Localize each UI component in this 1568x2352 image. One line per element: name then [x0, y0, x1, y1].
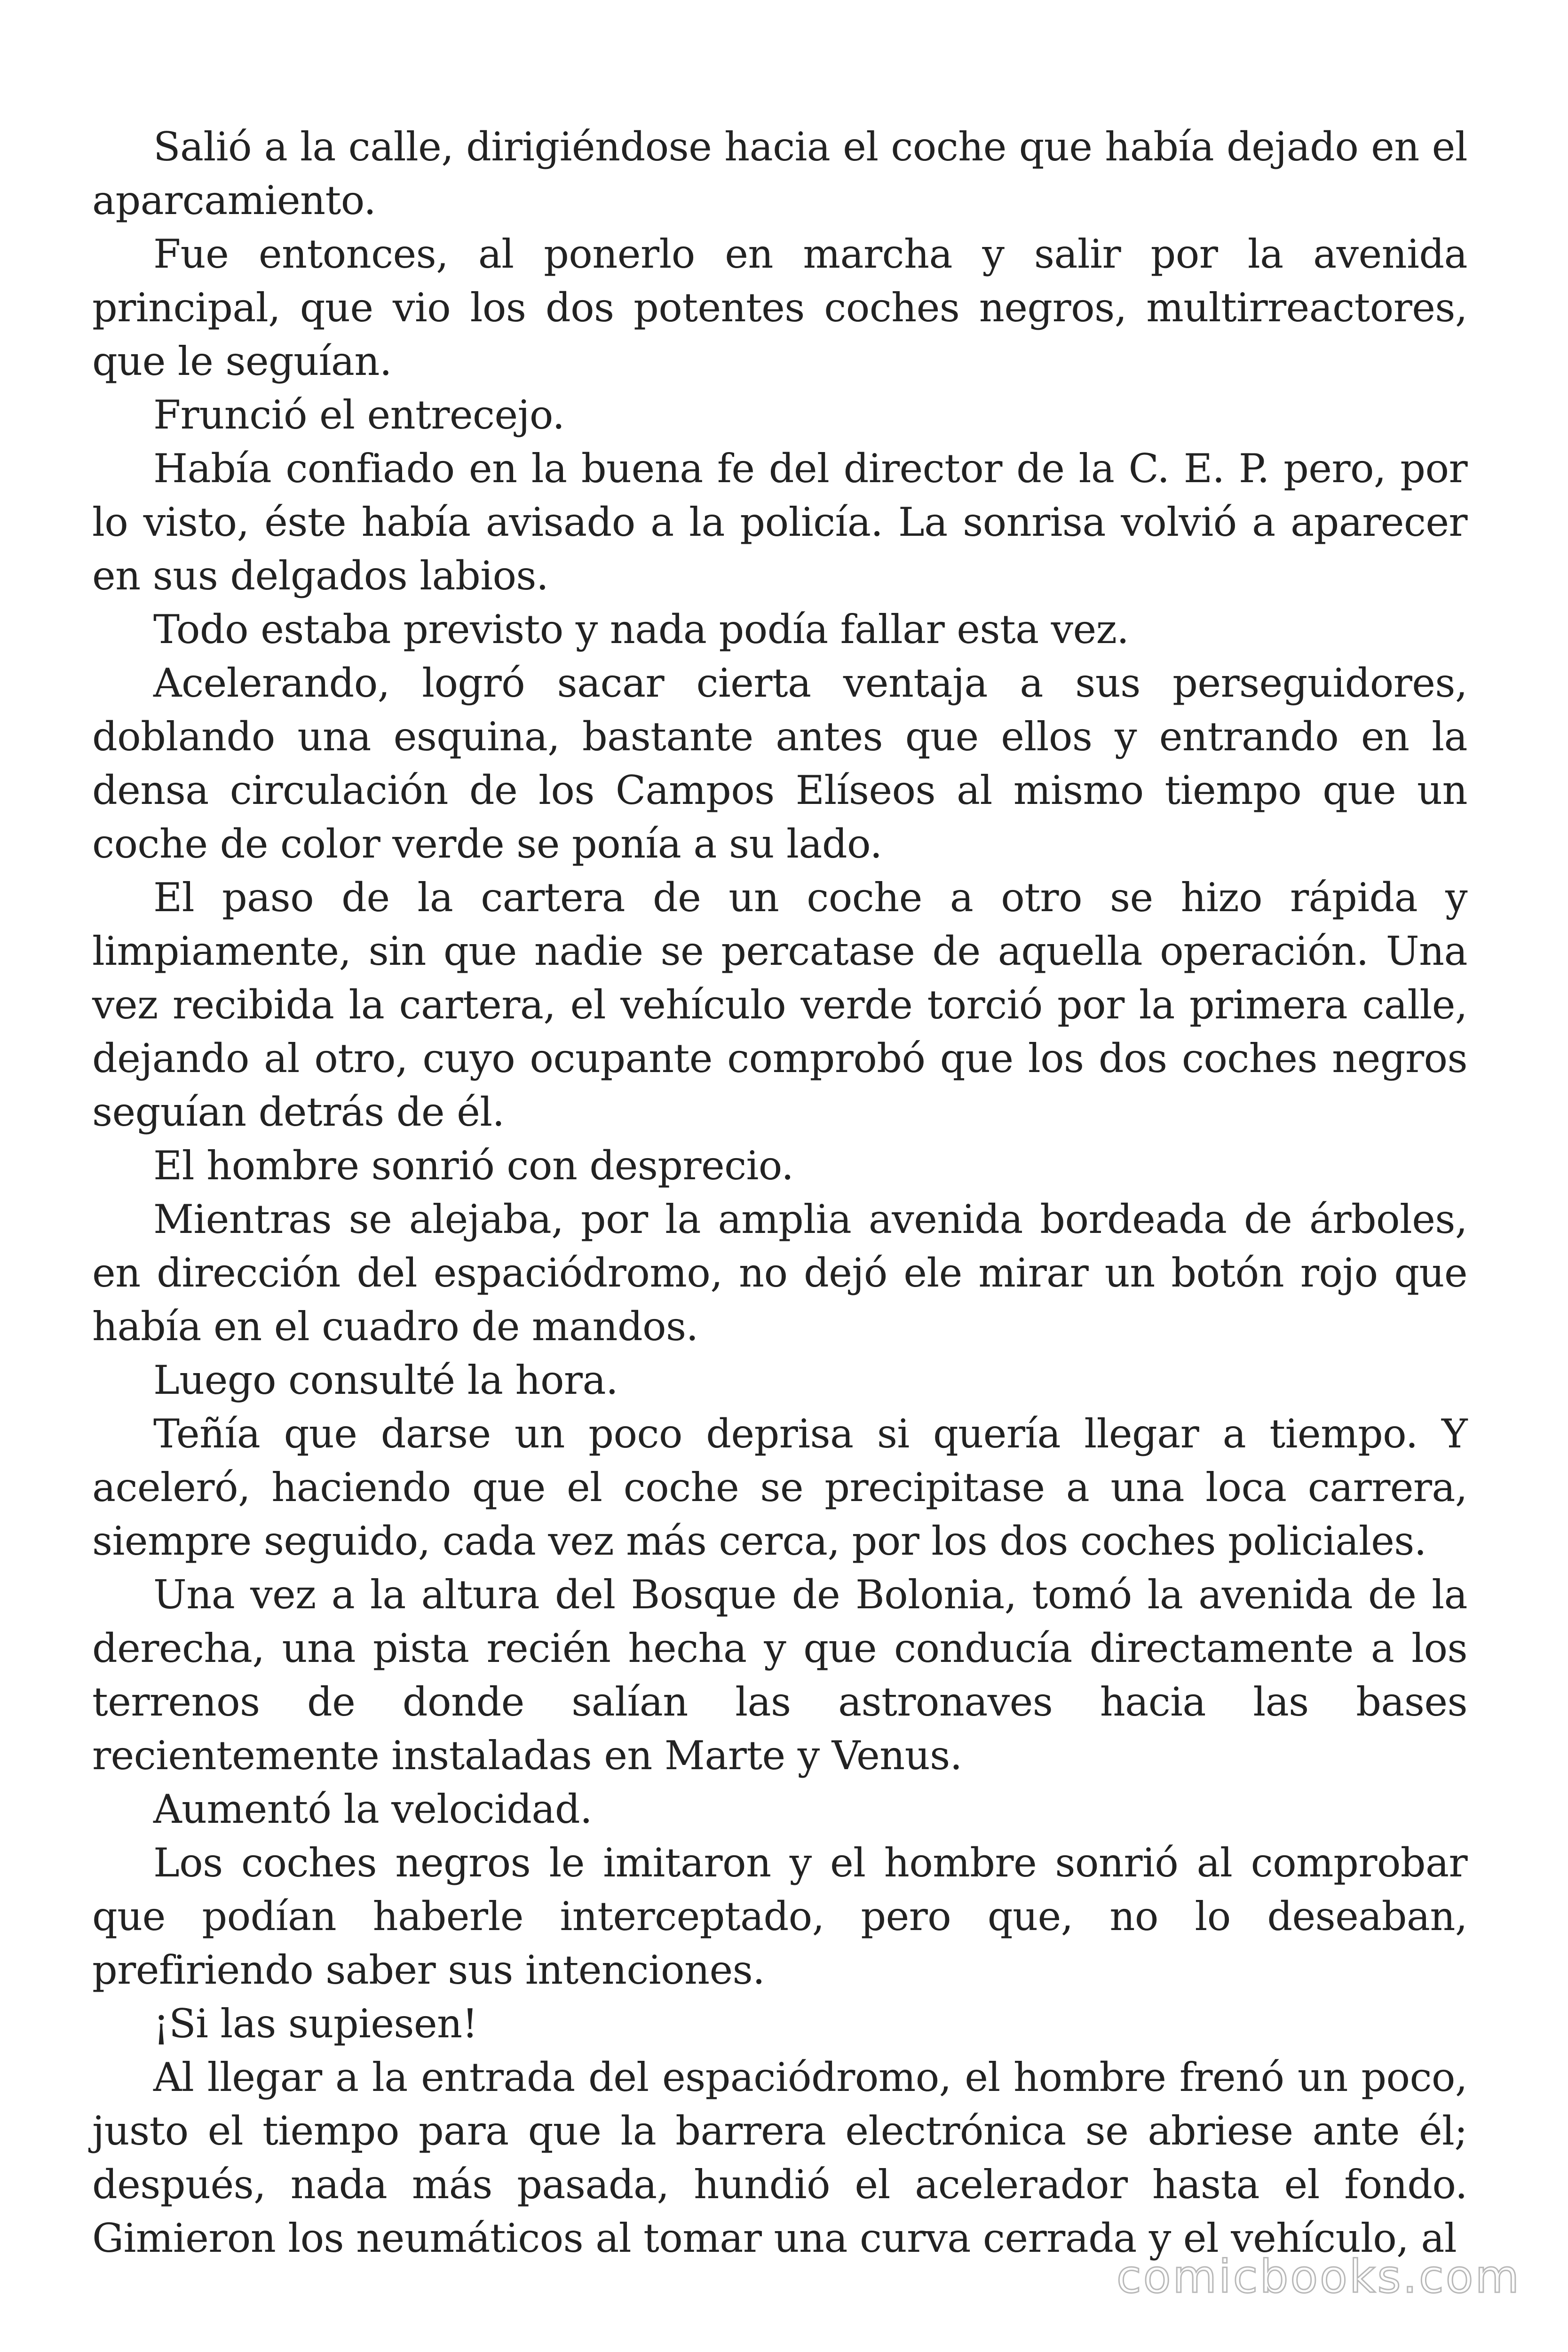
paragraph-11: Teñía que darse un poco deprisa si quería llegar a tiempo. Y aceleró, haciendo que el coche se precipitase a una loca carrera, siempre seguido, cada vez más cerca, por los dos coches policiales.: [92, 1411, 1467, 1564]
paragraph-13: Aumentó la velocidad.: [153, 1786, 593, 1832]
watermark: comicbooks.com: [1116, 2250, 1521, 2303]
paragraph-2: Fue entonces, al ponerlo en marcha y salir por la avenida principal, que vio los dos potentes coches negros, multirreactores, que le seguían.: [92, 231, 1467, 384]
paragraph-12: Una vez a la altura del Bosque de Bolonia, tomó la avenida de la derecha, una pista recién hecha y que conducía directamente a los terrenos de donde salían las astronaves hacia las bases recientemente instaladas en Marte y Venus.: [92, 1572, 1467, 1779]
paragraph-16: Al llegar a la entrada del espaciódromo, el hombre frenó un poco, justo el tiempo para que la barrera electrónica se abriese ante él; después, nada más pasada, hundió el acelerador hasta el fondo. Gimieron los neumáticos al tomar una curva cerrada y el vehículo, al: [92, 2054, 1467, 2261]
paragraph-3: Frunció el entrecejo.: [153, 392, 565, 438]
paragraph-10: Luego consulté la hora.: [153, 1357, 618, 1403]
paragraph-7: El paso de la cartera de un coche a otro se hizo rápida y limpiamente, sin que nadie se percatase de aquella operación. Una vez recibida la cartera, el vehículo verde torció por la primera calle, dejando al otro, cuyo ocupante comprobó que los dos coches negros seguían detrás de él.: [92, 874, 1467, 1135]
paragraph-1: Salió a la calle, dirigiéndose hacia el coche que había dejado en el aparcamiento.: [92, 124, 1467, 223]
paragraph-4: Había confiado en la buena fe del director de la C. E. P. pero, por lo visto, éste había avisado a la policía. La sonrisa volvió a aparecer en sus delgados labios.: [92, 445, 1467, 599]
paragraph-15: ¡Si las supiesen!: [153, 2001, 478, 2047]
paragraph-5: Todo estaba previsto y nada podía fallar esta vez.: [153, 606, 1129, 652]
paragraph-8: El hombre sonrió con desprecio.: [153, 1143, 794, 1189]
paragraph-14: Los coches negros le imitaron y el hombre sonrió al comprobar que podían haberle interceptado, pero que, no lo deseaban, prefiriendo saber sus intenciones.: [92, 1840, 1467, 1993]
paragraph-9: Mientras se alejaba, por la amplia avenida bordeada de árboles, en dirección del espaciódromo, no dejó ele mirar un botón rojo que había en el cuadro de mandos.: [92, 1196, 1467, 1350]
body-text: [92, 120, 1467, 2265]
paragraph-6: Acelerando, logró sacar cierta ventaja a sus perseguidores, doblando una esquina, bastante antes que ellos y entrando en la densa circulación de los Campos Elíseos al mismo tiempo que un coche de color verde se ponía a su lado.: [92, 660, 1467, 867]
